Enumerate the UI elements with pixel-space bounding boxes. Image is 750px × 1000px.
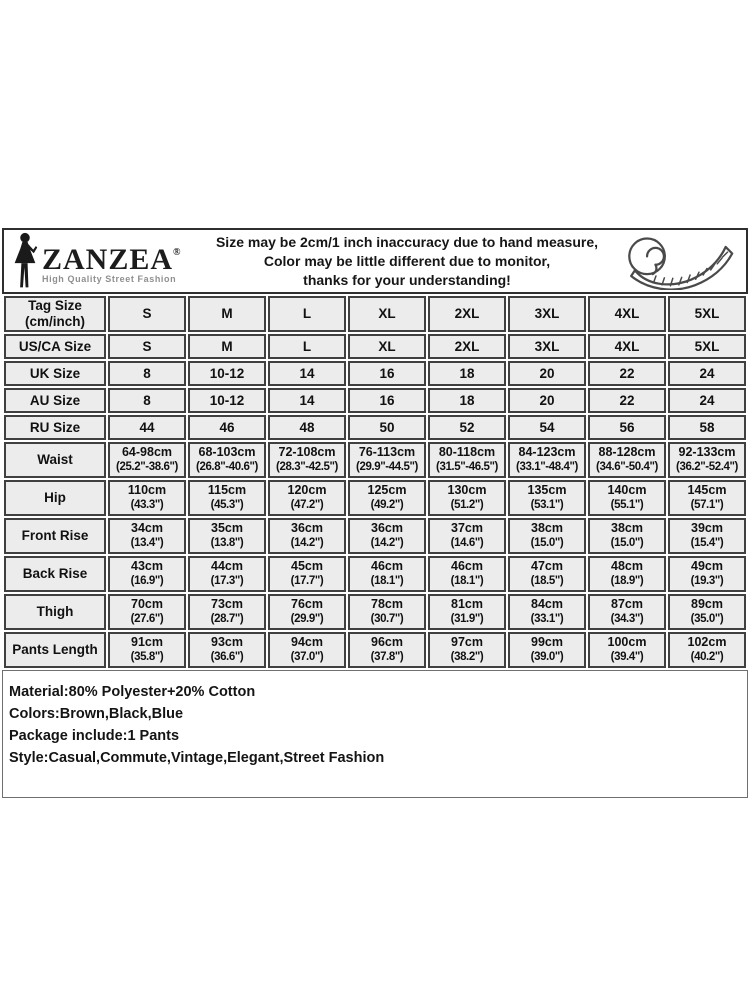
cell-line: (14.6") [450, 537, 484, 549]
cell-line: 22 [619, 365, 635, 381]
cell-line: 38cm [531, 521, 563, 535]
size-cell [108, 480, 186, 516]
size-cell [348, 334, 426, 359]
cell-line: (29.9") [290, 613, 324, 625]
cell-line: RU Size [29, 419, 81, 435]
size-cell [588, 442, 666, 478]
size-cell [428, 632, 506, 668]
row-label [4, 296, 106, 332]
size-cell [668, 632, 746, 668]
row-label [4, 388, 106, 413]
size-cell [188, 480, 266, 516]
cell-line: 24 [699, 392, 715, 408]
cell-line: (35.8") [130, 651, 164, 663]
cell-line: 52 [459, 419, 475, 435]
size-cell [268, 480, 346, 516]
disclaimer-line: thanks for your understanding! [303, 271, 511, 288]
cell-line: 80-118cm [438, 445, 496, 459]
cell-line: 5XL [694, 338, 720, 354]
woman-silhouette-icon [10, 232, 40, 290]
size-cell [428, 518, 506, 554]
cell-line: 8 [143, 392, 151, 408]
cell-line: 64-98cm [121, 445, 173, 459]
cell-line: 10-12 [209, 365, 245, 381]
size-cell [268, 361, 346, 386]
cell-line: 38cm [611, 521, 643, 535]
cell-line: (31.9") [450, 613, 484, 625]
cell-line: (47.2") [290, 499, 324, 511]
registered-mark: ® [173, 246, 181, 258]
row-label [4, 480, 106, 516]
cell-line: 35cm [211, 521, 243, 535]
size-cell [188, 442, 266, 478]
cell-line: 36cm [291, 521, 323, 535]
size-cell [108, 518, 186, 554]
cell-line: 2XL [454, 338, 480, 354]
size-cell [268, 442, 346, 478]
size-cell [508, 594, 586, 630]
cell-line: 43cm [131, 559, 163, 573]
cell-line: 10-12 [209, 392, 245, 408]
cell-line: 18 [459, 392, 475, 408]
size-cell [188, 518, 266, 554]
cell-line: (14.2") [370, 537, 404, 549]
size-cell [588, 388, 666, 413]
cell-line: (39.4") [610, 651, 644, 663]
size-cell [348, 556, 426, 592]
size-cell [508, 415, 586, 440]
cell-line: (18.1") [370, 575, 404, 587]
cell-line: 5XL [694, 306, 720, 321]
size-cell [108, 556, 186, 592]
size-cell [108, 361, 186, 386]
size-cell [188, 388, 266, 413]
size-cell [668, 296, 746, 332]
cell-line: 72-108cm [278, 445, 336, 459]
size-cell [668, 361, 746, 386]
cell-line: L [302, 338, 312, 354]
cell-line: 46 [219, 419, 235, 435]
cell-line: Tag Size [28, 298, 82, 313]
size-cell [668, 334, 746, 359]
cell-line: 97cm [451, 635, 483, 649]
cell-line: 34cm [131, 521, 163, 535]
cell-line: XL [378, 338, 396, 354]
cell-line: M [221, 338, 233, 354]
size-cell [428, 334, 506, 359]
cell-line: (37.8") [370, 651, 404, 663]
size-cell [268, 296, 346, 332]
size-cell [588, 334, 666, 359]
row-label [4, 334, 106, 359]
cell-line: (25.2"-38.6") [116, 461, 178, 473]
cell-line: 87cm [611, 597, 643, 611]
size-cell [668, 556, 746, 592]
row-label [4, 518, 106, 554]
cell-line: 4XL [614, 306, 640, 321]
row-label [4, 632, 106, 668]
cell-line: (34.6"-50.4") [596, 461, 658, 473]
table-row [4, 296, 746, 332]
cell-line: (36.2"-52.4") [676, 461, 738, 473]
size-cell [428, 594, 506, 630]
size-cell [508, 361, 586, 386]
size-cell [508, 388, 586, 413]
cell-line: 16 [379, 365, 395, 381]
cell-line: (13.8") [210, 537, 244, 549]
disclaimer-line: Color may be little different due to monitor, [263, 252, 551, 269]
size-cell [428, 296, 506, 332]
cell-line: (17.7") [290, 575, 324, 587]
size-cell [108, 334, 186, 359]
cell-line: 130cm [447, 483, 487, 497]
cell-line: 48cm [611, 559, 643, 573]
cell-line: 46cm [371, 559, 403, 573]
cell-line: (cm/inch) [24, 314, 85, 329]
cell-line: 18 [459, 365, 475, 381]
row-label [4, 556, 106, 592]
cell-line: 47cm [531, 559, 563, 573]
size-cell [268, 388, 346, 413]
cell-line: 102cm [687, 635, 727, 649]
cell-line: 135cm [527, 483, 567, 497]
row-label [4, 415, 106, 440]
cell-line: (31.5"-46.5") [436, 461, 498, 473]
cell-line: 68-103cm [198, 445, 256, 459]
size-cell [668, 480, 746, 516]
cell-line: 73cm [211, 597, 243, 611]
detail-line-style: Style:Casual,Commute,Vintage,Elegant,Street Fashion [9, 750, 385, 766]
table-row [4, 442, 746, 478]
table-row [4, 518, 746, 554]
cell-line: (55.1") [610, 499, 644, 511]
cell-line: 89cm [691, 597, 723, 611]
cell-line: 100cm [607, 635, 647, 649]
size-cell [588, 632, 666, 668]
product-details-panel [2, 670, 748, 798]
size-cell [348, 442, 426, 478]
cell-line: 46cm [451, 559, 483, 573]
size-cell [268, 594, 346, 630]
table-row [4, 632, 746, 668]
size-cell [348, 518, 426, 554]
size-table-body [4, 296, 746, 668]
cell-line: US/CA Size [18, 338, 92, 354]
size-cell [508, 632, 586, 668]
cell-line: Back Rise [22, 566, 88, 581]
brand-name: ZANZEA® [42, 242, 181, 276]
row-label [4, 442, 106, 478]
size-cell [428, 388, 506, 413]
size-disclaimer [198, 233, 616, 290]
cell-line: 76-113cm [358, 445, 416, 459]
size-cell [108, 388, 186, 413]
cell-line: (34.3") [610, 613, 644, 625]
size-cell [188, 415, 266, 440]
cell-line: (18.5") [530, 575, 564, 587]
cell-line: 145cm [687, 483, 727, 497]
size-cell [508, 556, 586, 592]
cell-line: 99cm [531, 635, 563, 649]
size-cell [668, 594, 746, 630]
cell-line: (28.3"-42.5") [276, 461, 338, 473]
size-cell [108, 415, 186, 440]
cell-line: 4XL [614, 338, 640, 354]
cell-line: (33.1"-48.4") [516, 461, 578, 473]
size-cell [588, 594, 666, 630]
size-cell [508, 518, 586, 554]
cell-line: 8 [143, 365, 151, 381]
cell-line: (36.6") [210, 651, 244, 663]
cell-line: (13.4") [130, 537, 164, 549]
cell-line: 50 [379, 419, 395, 435]
cell-line: 92-133cm [678, 445, 736, 459]
cell-line: Pants Length [12, 642, 98, 657]
cell-line: (38.2") [450, 651, 484, 663]
cell-line: (45.3") [210, 499, 244, 511]
cell-line: 140cm [607, 483, 647, 497]
size-cell [188, 556, 266, 592]
cell-line: 78cm [371, 597, 403, 611]
cell-line: 2XL [454, 306, 480, 321]
size-table [2, 294, 748, 670]
cell-line: S [142, 306, 152, 321]
size-cell [588, 480, 666, 516]
cell-line: 44cm [211, 559, 243, 573]
size-cell [348, 415, 426, 440]
cell-line: (33.1") [530, 613, 564, 625]
cell-line: (39.0") [530, 651, 564, 663]
cell-line: 3XL [534, 338, 560, 354]
cell-line: 125cm [367, 483, 407, 497]
cell-line: 36cm [371, 521, 403, 535]
cell-line: (15.0") [530, 537, 564, 549]
cell-line: (15.4") [690, 537, 724, 549]
cell-line: AU Size [29, 392, 81, 408]
cell-line: (57.1") [690, 499, 724, 511]
brand-tagline: High Quality Street Fashion [42, 273, 177, 284]
detail-line-material: Material:80% Polyester+20% Cotton [9, 684, 256, 700]
cell-line: 96cm [371, 635, 403, 649]
size-cell [268, 415, 346, 440]
size-cell [428, 361, 506, 386]
size-cell [508, 296, 586, 332]
size-cell [268, 632, 346, 668]
cell-line: (19.3") [690, 575, 724, 587]
cell-line: (43.3") [130, 499, 164, 511]
cell-line: S [142, 338, 152, 354]
size-cell [588, 556, 666, 592]
cell-line: 49cm [691, 559, 723, 573]
size-cell [508, 442, 586, 478]
cell-line: (29.9"-44.5") [356, 461, 418, 473]
size-cell [668, 388, 746, 413]
size-cell [268, 334, 346, 359]
cell-line: 44 [139, 419, 155, 435]
table-row [4, 361, 746, 386]
row-label [4, 594, 106, 630]
cell-line: 84-123cm [518, 445, 576, 459]
detail-line-colors: Colors:Brown,Black,Blue [9, 706, 184, 722]
size-cell [268, 518, 346, 554]
size-cell [428, 480, 506, 516]
cell-line: (49.2") [370, 499, 404, 511]
size-cell [188, 632, 266, 668]
size-cell [188, 594, 266, 630]
cell-line: (26.8"-40.6") [196, 461, 258, 473]
cell-line: 16 [379, 392, 395, 408]
cell-line: 3XL [534, 306, 560, 321]
size-cell [348, 388, 426, 413]
row-label [4, 361, 106, 386]
size-cell [588, 296, 666, 332]
cell-line: 93cm [211, 635, 243, 649]
cell-line: Thigh [36, 604, 74, 619]
size-cell [268, 556, 346, 592]
size-cell [668, 518, 746, 554]
tape-measure-icon [616, 232, 738, 290]
size-cell [508, 334, 586, 359]
cell-line: (18.9") [610, 575, 644, 587]
cell-line: 94cm [291, 635, 323, 649]
cell-line: Front Rise [21, 528, 89, 543]
size-cell [188, 296, 266, 332]
disclaimer-line: Size may be 2cm/1 inch inaccuracy due to hand measure, [215, 233, 599, 250]
cell-line: Hip [44, 490, 66, 505]
cell-line: 45cm [291, 559, 323, 573]
table-row [4, 388, 746, 413]
size-cell [348, 361, 426, 386]
header-panel [2, 228, 748, 294]
size-cell [588, 415, 666, 440]
size-cell [668, 415, 746, 440]
size-cell [428, 556, 506, 592]
cell-line: 115cm [207, 483, 247, 497]
cell-line: 58 [699, 419, 715, 435]
cell-line: (28.7") [210, 613, 244, 625]
cell-line: 14 [299, 392, 315, 408]
cell-line: (35.0") [690, 613, 724, 625]
brand-logo [10, 232, 198, 290]
size-cell [348, 480, 426, 516]
size-cell [428, 415, 506, 440]
size-cell [588, 518, 666, 554]
cell-line: (30.7") [370, 613, 404, 625]
cell-line: (27.6") [130, 613, 164, 625]
cell-line: 24 [699, 365, 715, 381]
detail-line-package: Package include:1 Pants [9, 728, 180, 744]
size-cell [108, 632, 186, 668]
cell-line: 20 [539, 392, 555, 408]
cell-line: (37.0") [290, 651, 324, 663]
cell-line: 20 [539, 365, 555, 381]
cell-line: (53.1") [530, 499, 564, 511]
size-cell [348, 632, 426, 668]
table-row [4, 594, 746, 630]
cell-line: (15.0") [610, 537, 644, 549]
size-cell [668, 442, 746, 478]
cell-line: (51.2") [450, 499, 484, 511]
size-cell [188, 334, 266, 359]
table-row [4, 556, 746, 592]
cell-line: XL [378, 306, 396, 321]
size-cell [588, 361, 666, 386]
cell-line: 91cm [131, 635, 163, 649]
cell-line: UK Size [29, 365, 81, 381]
cell-line: 81cm [451, 597, 483, 611]
cell-line: 14 [299, 365, 315, 381]
cell-line: Waist [37, 452, 73, 467]
table-row [4, 480, 746, 516]
table-row [4, 415, 746, 440]
size-cell [348, 296, 426, 332]
size-cell [108, 594, 186, 630]
cell-line: 48 [299, 419, 315, 435]
brand-text [42, 239, 181, 284]
size-cell [348, 594, 426, 630]
cell-line: 120cm [287, 483, 327, 497]
size-cell [188, 361, 266, 386]
cell-line: 39cm [691, 521, 723, 535]
cell-line: 37cm [451, 521, 483, 535]
cell-line: 70cm [131, 597, 163, 611]
size-cell [508, 480, 586, 516]
cell-line: 22 [619, 392, 635, 408]
cell-line: (17.3") [210, 575, 244, 587]
cell-line: M [221, 306, 233, 321]
cell-line: 88-128cm [598, 445, 656, 459]
cell-line: (40.2") [690, 651, 724, 663]
table-row [4, 334, 746, 359]
cell-line: 76cm [291, 597, 323, 611]
cell-line: 110cm [127, 483, 167, 497]
cell-line: 84cm [531, 597, 563, 611]
size-chart-sheet [2, 228, 748, 798]
cell-line: 56 [619, 419, 635, 435]
cell-line: (14.2") [290, 537, 324, 549]
size-cell [108, 296, 186, 332]
cell-line: 54 [539, 419, 555, 435]
size-cell [108, 442, 186, 478]
cell-line: (16.9") [130, 575, 164, 587]
cell-line: L [302, 306, 312, 321]
cell-line: (18.1") [450, 575, 484, 587]
size-cell [428, 442, 506, 478]
